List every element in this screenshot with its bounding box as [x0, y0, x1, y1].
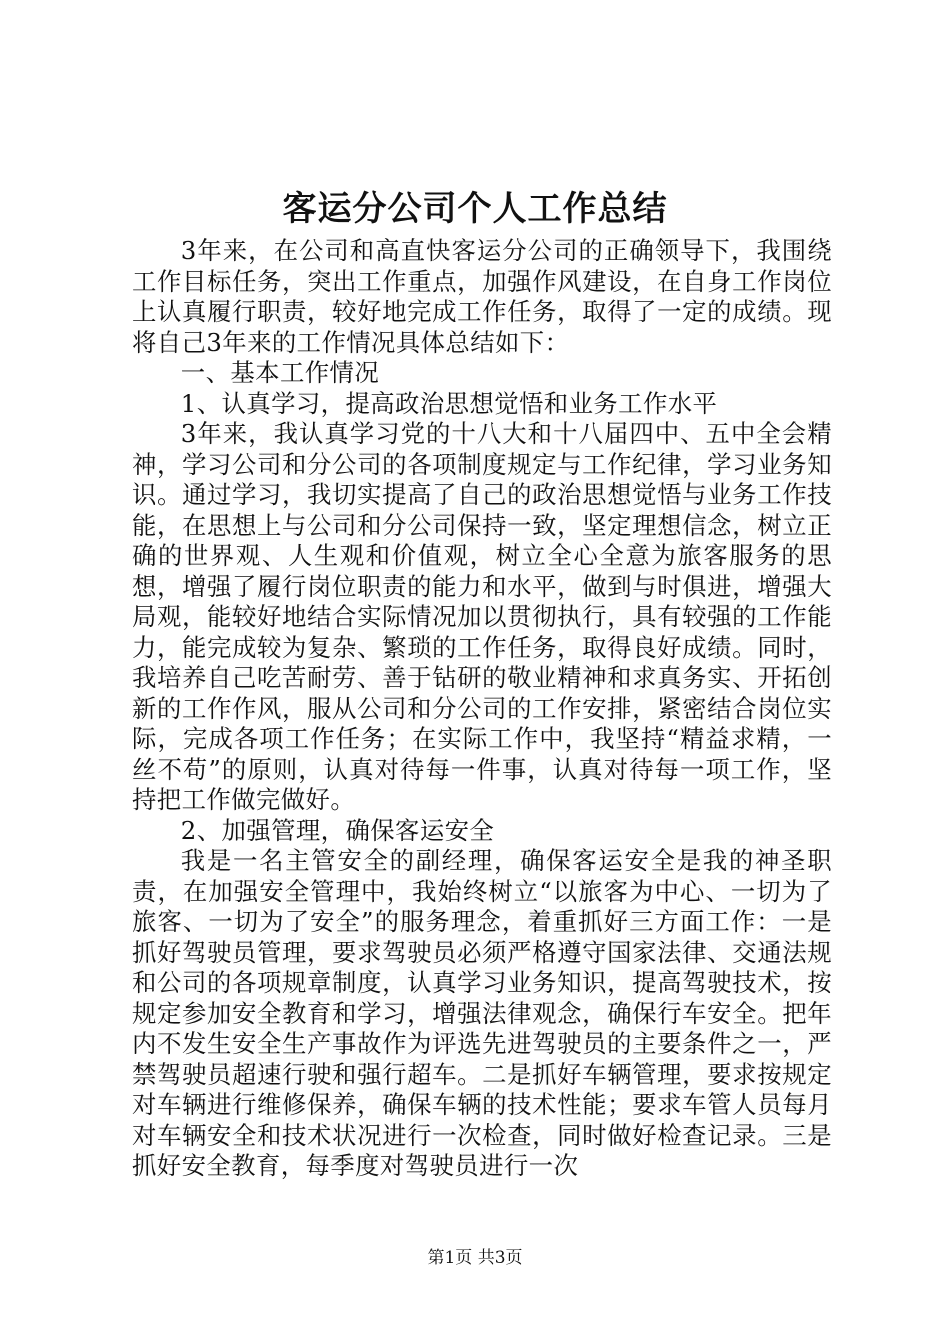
document-body — [132, 236, 832, 1182]
paragraph-intro: 3年来，在公司和高直快客运分公司的正确领导下，我围绕工作目标任务，突出工作重点，加强作风建设，在自身工作岗位上认真履行职责，较好地完成工作任务，取得了一定的成绩。现将自己3年来的工作情况具体总结如下： — [132, 236, 832, 357]
section-heading-basic-work: 一、基本工作情况 — [180, 358, 380, 387]
subheading-safety: 2、加强管理，确保客运安全 — [180, 815, 495, 845]
subheading-study: 1、认真学习，提高政治思想觉悟和业务工作水平 — [180, 388, 718, 418]
paragraph-study: 3年来，我认真学习党的十八大和十八届四中、五中全会精神，学习公司和分公司的各项制度规定与工作纪律，学习业务知识。通过学习，我切实提高了自己的政治思想觉悟与业务工作技能，在思想上与公司和分公司保持一致，坚定理想信念，树立正确的世界观、人生观和价值观，树立全心全意为旅客服务的思想，增强了履行岗位职责的能力和水平，做到与时俱进，增强大局观，能较好地结合实际情况加以贯彻执行，具有较强的工作能力，能完成较为复杂、繁琐的工作任务，取得良好成绩。同时，我培养自己吃苦耐劳、善于钻研的敬业精神和求真务实、开拓创新的工作作风，服从公司和分公司的工作安排，紧密结合岗位实际，完成各项工作任务；在实际工作中，我坚持“精益求精，一丝不苟”的原则，认真对待每一件事，认真对待每一项工作，坚持把工作做完做好。 — [132, 419, 832, 814]
page-number-footer: 第1页 共3页 — [427, 1248, 523, 1268]
document-title: 客运分公司个人工作总结 — [282, 189, 668, 229]
paragraph-safety: 我是一名主管安全的副经理，确保客运安全是我的神圣职责，在加强安全管理中，我始终树立“以旅客为中心、一切为了旅客、一切为了安全”的服务理念，着重抓好三方面工作：一是抓好驾驶员管理，要求驾驶员必须严格遵守国家法律、交通法规和公司的各项规章制度，认真学习业务知识，提高驾驶技术，按规定参加安全教育和学习，增强法律观念，确保行车安全。把年内不发生安全生产事故作为评选先进驾驶员的主要条件之一，严禁驾驶员超速行驶和强行超车。二是抓好车辆管理，要求按规定对车辆进行维修保养，确保车辆的技术性能；要求车管人员每月对车辆安全和技术状况进行一次检查，同时做好检查记录。三是抓好安全教育，每季度对驾驶员进行一次 — [132, 846, 832, 1180]
